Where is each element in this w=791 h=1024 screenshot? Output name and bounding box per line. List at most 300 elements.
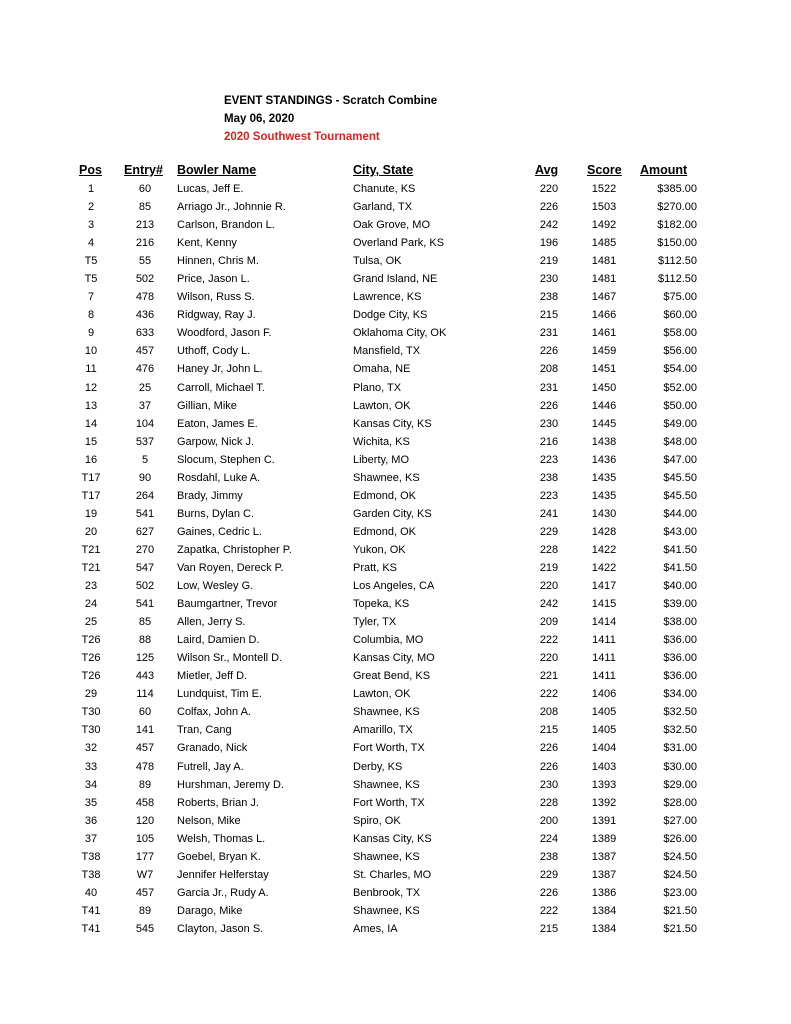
row-amount: $54.00 xyxy=(663,363,697,376)
row-city-state: Oak Grove, MO xyxy=(353,219,431,232)
row-city-state: Tyler, TX xyxy=(353,616,397,629)
row-amount: $32.50 xyxy=(663,724,697,737)
row-score: 1417 xyxy=(591,580,617,593)
row-entry: 476 xyxy=(135,363,155,376)
row-entry: 177 xyxy=(135,850,155,863)
row-city-state: St. Charles, MO xyxy=(353,868,432,881)
row-entry: 120 xyxy=(135,814,155,827)
row-pos: T26 xyxy=(81,670,101,683)
row-city-state: Omaha, NE xyxy=(353,363,411,376)
row-entry: 541 xyxy=(135,598,155,611)
row-amount: $31.00 xyxy=(663,742,697,755)
row-avg: 215 xyxy=(539,724,559,737)
row-avg: 241 xyxy=(539,507,559,520)
tournament-name: 2020 Southwest Tournament xyxy=(224,131,380,143)
row-avg: 196 xyxy=(539,237,559,250)
row-city-state: Derby, KS xyxy=(353,760,403,773)
table-row xyxy=(0,270,791,288)
row-pos: 25 xyxy=(84,616,98,629)
row-entry: 60 xyxy=(138,183,152,195)
table-row xyxy=(0,234,791,252)
row-bowler-name: Jennifer Helferstay xyxy=(177,868,269,881)
row-entry: 85 xyxy=(138,616,152,629)
row-pos: 20 xyxy=(84,525,98,538)
row-avg: 226 xyxy=(539,760,559,773)
event-date: May 06, 2020 xyxy=(224,113,295,125)
row-city-state: Lawton, OK xyxy=(353,399,411,412)
row-pos: 29 xyxy=(84,688,98,701)
row-bowler-name: Clayton, Jason S. xyxy=(177,922,264,935)
row-pos: T41 xyxy=(81,922,101,935)
row-amount: $43.00 xyxy=(663,525,697,538)
row-bowler-name: Kent, Kenny xyxy=(177,237,237,250)
table-row xyxy=(0,433,791,451)
row-avg: 219 xyxy=(539,255,559,268)
row-pos: T41 xyxy=(81,904,101,917)
table-row xyxy=(0,758,791,776)
row-city-state: Columbia, MO xyxy=(353,634,424,647)
row-bowler-name: Allen, Jerry S. xyxy=(177,616,246,629)
row-avg: 226 xyxy=(539,399,559,412)
row-score: 1435 xyxy=(591,471,617,484)
row-score: 1391 xyxy=(591,814,617,827)
row-entry: 478 xyxy=(135,291,155,304)
row-avg: 238 xyxy=(539,291,559,304)
row-amount: $112.50 xyxy=(658,255,697,268)
row-bowler-name: Gillian, Mike xyxy=(177,399,237,412)
row-city-state: Yukon, OK xyxy=(353,543,406,556)
row-score: 1411 xyxy=(592,634,616,647)
row-score: 1430 xyxy=(591,507,617,520)
row-entry: 60 xyxy=(138,706,152,719)
row-city-state: Overland Park, KS xyxy=(353,237,445,250)
row-city-state: Shawnee, KS xyxy=(353,471,420,484)
row-city-state: Tulsa, OK xyxy=(353,255,402,268)
row-amount: $56.00 xyxy=(663,345,697,358)
row-score: 1403 xyxy=(591,760,617,773)
row-score: 1492 xyxy=(591,219,617,232)
row-entry: 457 xyxy=(135,742,155,755)
row-score: 1466 xyxy=(591,309,617,322)
row-amount: $41.50 xyxy=(663,543,697,556)
row-city-state: Benbrook, TX xyxy=(353,886,421,899)
row-city-state: Shawnee, KS xyxy=(353,706,420,719)
row-city-state: Oklahoma City, OK xyxy=(353,327,447,340)
row-entry: 458 xyxy=(135,796,155,809)
row-entry: 37 xyxy=(138,399,152,412)
row-amount: $24.50 xyxy=(663,868,697,881)
row-entry: 114 xyxy=(136,688,154,701)
row-pos: T21 xyxy=(81,543,101,556)
row-bowler-name: Goebel, Bryan K. xyxy=(177,850,261,863)
row-avg: 219 xyxy=(539,561,559,574)
row-entry: 264 xyxy=(135,489,155,502)
row-amount: $32.50 xyxy=(663,706,697,719)
row-bowler-name: Garcia Jr., Rudy A. xyxy=(177,886,269,899)
row-score: 1436 xyxy=(591,453,617,466)
row-pos: 8 xyxy=(87,309,95,322)
row-entry: 55 xyxy=(138,255,152,268)
row-pos: 12 xyxy=(84,381,98,394)
row-score: 1387 xyxy=(591,850,617,863)
row-bowler-name: Welsh, Thomas L. xyxy=(177,832,266,845)
row-amount: $112.50 xyxy=(658,273,697,286)
row-pos: T21 xyxy=(81,561,101,574)
row-pos: 34 xyxy=(84,778,98,791)
row-city-state: Spiro, OK xyxy=(353,814,401,827)
row-amount: $24.50 xyxy=(663,850,697,863)
event-title: EVENT STANDINGS - Scratch Combine xyxy=(224,95,438,107)
row-avg: 220 xyxy=(539,580,559,593)
row-pos: T5 xyxy=(84,273,98,286)
row-city-state: Ames, IA xyxy=(353,922,398,935)
table-row xyxy=(0,324,791,342)
row-city-state: Mansfield, TX xyxy=(353,345,421,358)
row-amount: $52.00 xyxy=(663,381,697,394)
row-entry: 25 xyxy=(138,381,152,394)
row-avg: 222 xyxy=(539,634,559,647)
row-entry: 270 xyxy=(135,543,155,556)
row-bowler-name: Roberts, Brian J. xyxy=(177,796,259,809)
row-entry: 89 xyxy=(138,778,152,791)
row-score: 1393 xyxy=(591,778,617,791)
row-bowler-name: Ridgway, Ray J. xyxy=(177,309,256,322)
row-pos: 7 xyxy=(87,291,95,304)
table-row xyxy=(0,866,791,884)
row-amount: $60.00 xyxy=(663,309,697,322)
row-score: 1405 xyxy=(591,724,617,737)
row-entry: 213 xyxy=(135,219,155,232)
row-city-state: Grand Island, NE xyxy=(353,273,438,286)
row-avg: 220 xyxy=(539,652,559,665)
row-score: 1446 xyxy=(591,399,617,412)
row-avg: 226 xyxy=(539,345,559,358)
row-pos: 24 xyxy=(84,598,98,611)
row-score: 1481 xyxy=(591,273,617,286)
row-avg: 223 xyxy=(539,453,559,466)
row-amount: $23.00 xyxy=(663,886,697,899)
row-amount: $21.50 xyxy=(663,904,697,917)
row-entry: 141 xyxy=(135,724,155,737)
row-amount: $26.00 xyxy=(663,832,697,845)
row-avg: 215 xyxy=(539,309,559,322)
row-avg: 222 xyxy=(539,688,559,701)
row-amount: $27.00 xyxy=(663,814,697,827)
row-city-state: Edmond, OK xyxy=(353,525,416,538)
table-row xyxy=(0,685,791,703)
row-score: 1405 xyxy=(591,706,617,719)
row-avg: 230 xyxy=(539,778,559,791)
row-avg: 208 xyxy=(539,363,559,376)
row-pos: 14 xyxy=(84,417,98,430)
row-score: 1404 xyxy=(591,742,617,755)
row-pos: 11 xyxy=(85,363,97,376)
row-bowler-name: Lundquist, Tim E. xyxy=(177,688,262,701)
row-entry: 105 xyxy=(135,832,155,845)
row-city-state: Chanute, KS xyxy=(353,183,416,195)
row-bowler-name: Rosdahl, Luke A. xyxy=(177,471,261,484)
row-city-state: Fort Worth, TX xyxy=(353,796,425,809)
row-amount: $40.00 xyxy=(663,580,697,593)
row-bowler-name: Woodford, Jason F. xyxy=(177,327,272,340)
column-header-amount: Amount xyxy=(640,163,688,177)
row-amount: $28.00 xyxy=(663,796,697,809)
row-score: 1450 xyxy=(591,381,617,394)
row-entry: 633 xyxy=(135,327,155,340)
row-city-state: Amarillo, TX xyxy=(353,724,413,737)
row-pos: 16 xyxy=(84,453,98,466)
row-bowler-name: Arriago Jr., Johnnie R. xyxy=(177,201,286,214)
column-header-bowler-name: Bowler Name xyxy=(177,163,257,177)
row-bowler-name: Zapatka, Christopher P. xyxy=(177,543,292,556)
column-header-city-state: City, State xyxy=(353,163,414,177)
row-bowler-name: Gaines, Cedric L. xyxy=(177,525,262,538)
row-score: 1467 xyxy=(591,291,617,304)
row-city-state: Los Angeles, CA xyxy=(353,580,435,593)
row-bowler-name: Burns, Dylan C. xyxy=(177,507,255,520)
row-avg: 228 xyxy=(539,543,559,556)
row-amount: $385.00 xyxy=(657,183,697,195)
row-bowler-name: Garpow, Nick J. xyxy=(177,435,255,448)
row-bowler-name: Brady, Jimmy xyxy=(177,489,243,502)
row-amount: $36.00 xyxy=(663,670,697,683)
row-entry: 545 xyxy=(135,922,155,935)
row-avg: 228 xyxy=(539,796,559,809)
row-score: 1411 xyxy=(592,670,616,683)
row-city-state: Shawnee, KS xyxy=(353,850,420,863)
column-header-pos: Pos xyxy=(79,163,102,177)
row-score: 1461 xyxy=(591,327,617,340)
table-row xyxy=(0,667,791,685)
row-entry: 627 xyxy=(135,525,155,538)
row-entry: 457 xyxy=(135,345,155,358)
row-avg: 200 xyxy=(539,814,559,827)
row-entry: 541 xyxy=(135,507,155,520)
row-score: 1422 xyxy=(591,543,617,556)
row-avg: 231 xyxy=(539,327,559,340)
row-pos: T26 xyxy=(81,652,101,665)
row-entry: 85 xyxy=(138,201,152,214)
row-pos: T5 xyxy=(84,255,98,268)
row-entry: 547 xyxy=(135,561,155,574)
row-bowler-name: Baumgartner, Trevor xyxy=(177,598,278,611)
row-bowler-name: Granado, Nick xyxy=(177,742,248,755)
column-header-entry: Entry# xyxy=(124,163,163,177)
row-score: 1414 xyxy=(591,616,617,629)
row-bowler-name: Nelson, Mike xyxy=(177,814,241,827)
table-row xyxy=(0,776,791,794)
table-row xyxy=(0,631,791,649)
row-score: 1384 xyxy=(591,922,617,935)
table-row xyxy=(0,577,791,595)
row-bowler-name: Price, Jason L. xyxy=(177,273,250,286)
column-header-avg: Avg xyxy=(535,163,559,177)
column-header-score: Score xyxy=(587,163,622,177)
row-score: 1451 xyxy=(591,363,617,376)
standings-table xyxy=(0,180,791,938)
row-amount: $150.00 xyxy=(657,237,697,250)
row-bowler-name: Tran, Cang xyxy=(177,724,232,737)
row-pos: 23 xyxy=(84,580,98,593)
table-row xyxy=(0,342,791,360)
row-pos: 3 xyxy=(87,219,95,232)
table-row xyxy=(0,469,791,487)
row-bowler-name: Wilson, Russ S. xyxy=(177,291,255,304)
table-row xyxy=(0,848,791,866)
row-pos: 15 xyxy=(84,435,98,448)
row-score: 1481 xyxy=(591,255,617,268)
table-row xyxy=(0,288,791,306)
row-avg: 230 xyxy=(539,273,559,286)
row-pos: T38 xyxy=(81,868,101,881)
table-row xyxy=(0,884,791,902)
row-pos: 19 xyxy=(84,507,98,520)
row-entry: 5 xyxy=(141,453,149,466)
row-pos: 9 xyxy=(87,327,95,340)
table-row xyxy=(0,703,791,721)
row-amount: $47.00 xyxy=(663,453,697,466)
row-entry: 89 xyxy=(138,904,152,917)
row-city-state: Shawnee, KS xyxy=(353,778,420,791)
table-row xyxy=(0,306,791,324)
row-entry: 443 xyxy=(135,670,155,683)
row-amount: $270.00 xyxy=(657,201,697,214)
row-pos: 40 xyxy=(84,886,98,899)
row-pos: 13 xyxy=(84,399,98,412)
row-pos: T26 xyxy=(81,634,101,647)
row-bowler-name: Carroll, Michael T. xyxy=(177,381,265,394)
row-bowler-name: Carlson, Brandon L. xyxy=(177,219,275,232)
row-bowler-name: Van Royen, Dereck P. xyxy=(177,561,284,574)
row-entry: 125 xyxy=(135,652,155,665)
row-avg: 231 xyxy=(539,381,559,394)
row-amount: $49.00 xyxy=(663,417,697,430)
table-row xyxy=(0,180,791,198)
row-entry: 502 xyxy=(135,580,155,593)
row-pos: T17 xyxy=(81,471,101,484)
row-score: 1406 xyxy=(591,688,617,701)
row-entry: 502 xyxy=(135,273,155,286)
row-entry: 88 xyxy=(138,634,152,647)
row-amount: $41.50 xyxy=(663,561,697,574)
row-score: 1411 xyxy=(592,652,616,665)
table-row xyxy=(0,252,791,270)
row-avg: 209 xyxy=(539,616,559,629)
table-row xyxy=(0,830,791,848)
row-pos: T17 xyxy=(81,489,101,502)
table-row xyxy=(0,559,791,577)
row-entry: 457 xyxy=(135,886,155,899)
row-score: 1384 xyxy=(591,904,617,917)
row-city-state: Shawnee, KS xyxy=(353,904,420,917)
row-pos: T30 xyxy=(81,724,101,737)
table-row xyxy=(0,812,791,830)
row-score: 1387 xyxy=(591,868,617,881)
row-bowler-name: Laird, Damien D. xyxy=(177,634,260,647)
row-avg: 229 xyxy=(539,868,559,881)
row-avg: 215 xyxy=(539,922,559,935)
row-avg: 242 xyxy=(539,598,559,611)
row-avg: 238 xyxy=(539,850,559,863)
row-bowler-name: Hinnen, Chris M. xyxy=(177,255,259,268)
row-avg: 208 xyxy=(539,706,559,719)
row-score: 1415 xyxy=(591,598,617,611)
row-avg: 223 xyxy=(539,489,559,502)
row-amount: $48.00 xyxy=(663,435,697,448)
table-row xyxy=(0,487,791,505)
row-amount: $44.00 xyxy=(663,507,697,520)
row-entry: 537 xyxy=(135,435,155,448)
row-city-state: Plano, TX xyxy=(353,381,402,394)
row-score: 1445 xyxy=(591,417,617,430)
row-bowler-name: Uthoff, Cody L. xyxy=(177,345,251,358)
row-city-state: Kansas City, MO xyxy=(353,652,435,665)
row-amount: $34.00 xyxy=(663,688,697,701)
table-row xyxy=(0,379,791,397)
table-row xyxy=(0,523,791,541)
row-city-state: Garland, TX xyxy=(353,201,413,214)
row-pos: 32 xyxy=(84,742,98,755)
row-city-state: Lawrence, KS xyxy=(353,291,422,304)
row-bowler-name: Lucas, Jeff E. xyxy=(177,183,244,195)
row-city-state: Kansas City, KS xyxy=(353,832,432,845)
row-avg: 216 xyxy=(539,435,559,448)
row-pos: T30 xyxy=(81,706,101,719)
table-row xyxy=(0,216,791,234)
row-score: 1438 xyxy=(591,435,617,448)
row-city-state: Pratt, KS xyxy=(353,561,398,574)
row-avg: 242 xyxy=(539,219,559,232)
row-city-state: Lawton, OK xyxy=(353,688,411,701)
row-avg: 229 xyxy=(539,525,559,538)
row-bowler-name: Eaton, James E. xyxy=(177,417,258,430)
row-score: 1422 xyxy=(591,561,617,574)
row-city-state: Edmond, OK xyxy=(353,489,416,502)
row-amount: $21.50 xyxy=(663,922,697,935)
table-row xyxy=(0,360,791,378)
row-score: 1386 xyxy=(591,886,617,899)
row-entry: 90 xyxy=(138,471,152,484)
table-row xyxy=(0,794,791,812)
row-avg: 220 xyxy=(539,183,559,195)
row-amount: $29.00 xyxy=(663,778,697,791)
row-avg: 226 xyxy=(539,886,559,899)
row-amount: $45.50 xyxy=(663,489,697,502)
row-score: 1392 xyxy=(591,796,617,809)
row-bowler-name: Colfax, John A. xyxy=(177,706,251,719)
row-pos: 37 xyxy=(84,832,98,845)
row-bowler-name: Darago, Mike xyxy=(177,904,243,917)
row-city-state: Great Bend, KS xyxy=(353,670,431,683)
row-pos: 4 xyxy=(87,237,95,250)
row-score: 1428 xyxy=(591,525,617,538)
row-pos: 36 xyxy=(84,814,98,827)
row-bowler-name: Wilson Sr., Montell D. xyxy=(177,652,283,665)
row-amount: $36.00 xyxy=(663,634,697,647)
row-bowler-name: Mietler, Jeff D. xyxy=(177,670,248,683)
row-pos: 10 xyxy=(84,345,98,358)
row-bowler-name: Futrell, Jay A. xyxy=(177,760,244,773)
row-bowler-name: Slocum, Stephen C. xyxy=(177,453,275,466)
row-city-state: Fort Worth, TX xyxy=(353,742,425,755)
row-avg: 230 xyxy=(539,417,559,430)
row-pos: 2 xyxy=(87,201,95,214)
row-city-state: Dodge City, KS xyxy=(353,309,428,322)
row-amount: $39.00 xyxy=(663,598,697,611)
table-row xyxy=(0,451,791,469)
row-score: 1522 xyxy=(591,183,617,195)
row-bowler-name: Haney Jr, John L. xyxy=(177,363,263,376)
